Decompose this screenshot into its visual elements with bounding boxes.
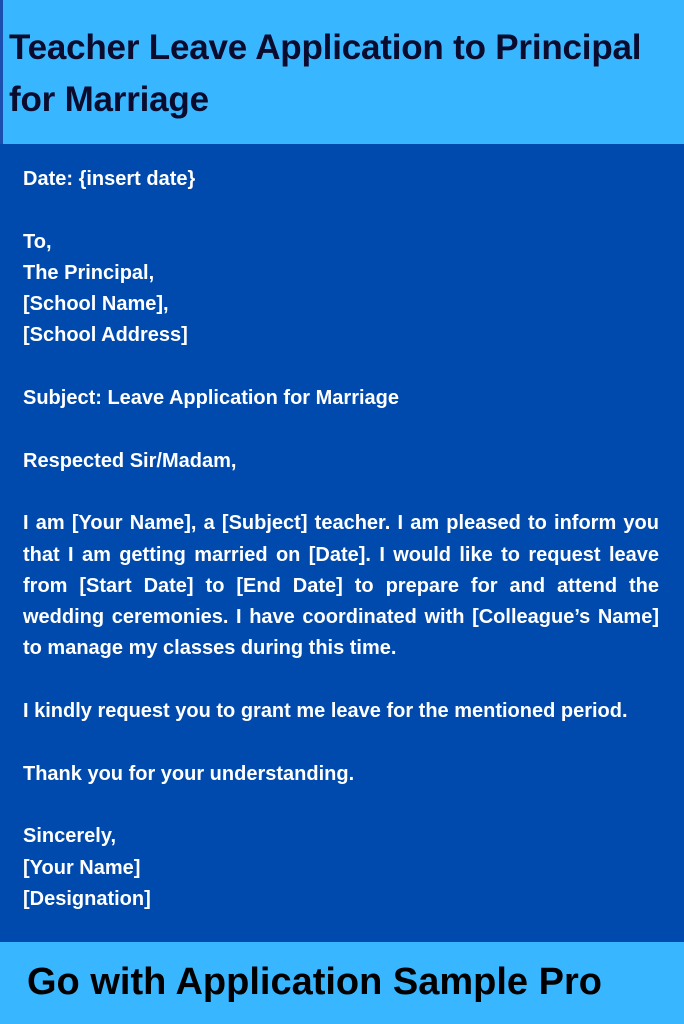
spacer	[23, 790, 659, 821]
spacer	[23, 414, 659, 445]
footer-brand-text: Go with Application Sample Pro	[27, 961, 602, 1003]
letter-subject: Subject: Leave Application for Marriage	[23, 387, 400, 410]
header-banner	[0, 0, 684, 144]
letter-date: Date: {insert date}	[23, 168, 196, 190]
letter-panel	[0, 144, 684, 942]
letter-to: To,	[23, 230, 52, 253]
letter-closing: Sincerely,	[23, 825, 117, 848]
spacer	[23, 352, 659, 383]
spacer	[23, 727, 659, 758]
letter-thanks: Thank you for your understanding.	[23, 762, 355, 785]
letter-recipient: The Principal,	[23, 261, 155, 284]
footer-banner	[0, 942, 684, 1024]
letter-paragraph-request: I kindly request you to grant me leave for the mentioned period.	[23, 700, 628, 723]
spacer	[23, 195, 659, 226]
spacer	[23, 665, 659, 696]
letter-school-address: [School Address]	[23, 324, 188, 347]
letter-salutation: Respected Sir/Madam,	[23, 449, 237, 472]
letter-body	[23, 164, 659, 915]
letter-school-name: [School Name],	[23, 293, 169, 316]
spacer	[23, 477, 659, 508]
page-title: Teacher Leave Application to Principal for Marriage	[9, 28, 642, 119]
letter-designation: [Designation]	[23, 887, 151, 910]
letter-paragraph-main: I am [Your Name], a [Subject] teacher. I am pleased to inform you that I am getting married on [Date]. I would like to request leave from [Start Date] to [End Date] to prepare for and attend the wedding ceremonies. I have coordinated with [Colleague’s Name] to manage my classes during this time.	[23, 512, 659, 660]
letter-sender-name: [Your Name]	[23, 856, 141, 879]
